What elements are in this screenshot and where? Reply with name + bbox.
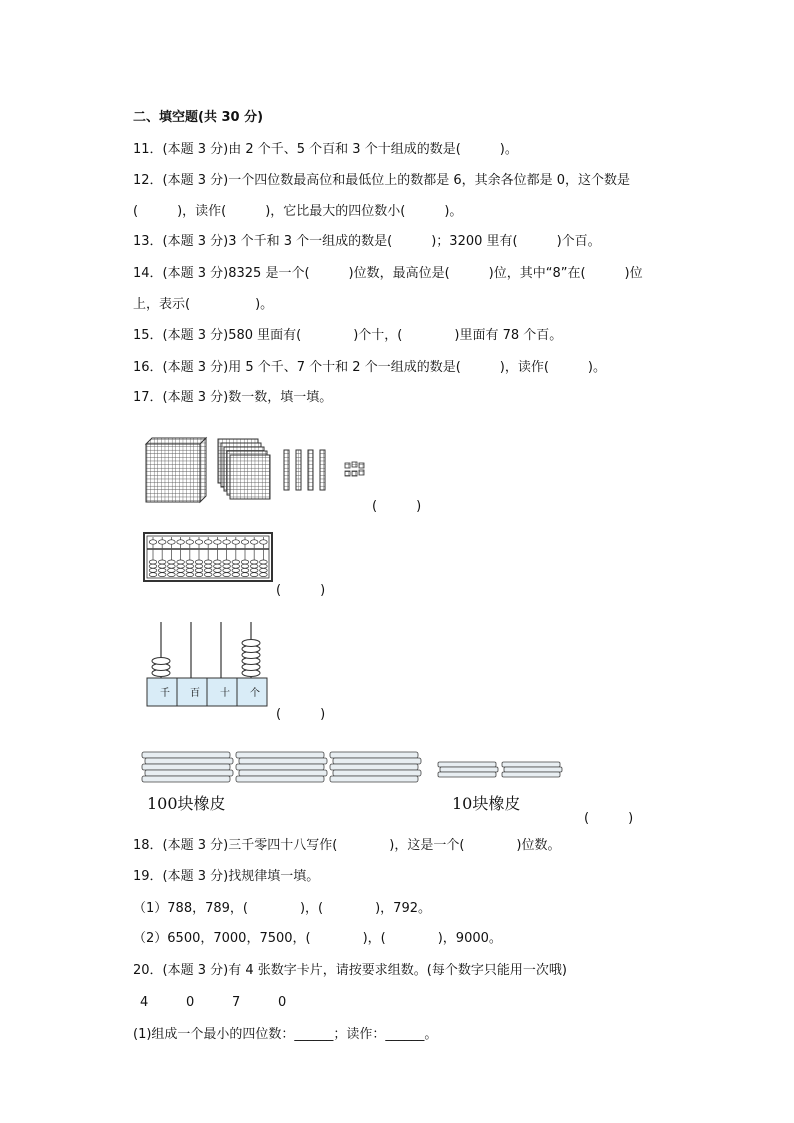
question-20-part1: (1)组成一个最小的四位数：______；读作：______。 xyxy=(133,1027,438,1042)
eraser-bundles-figure xyxy=(142,750,572,786)
question-16: 16．(本题 3 分)用 5 个千、7 个十和 2 个一组成的数是( )，读作( )。 xyxy=(133,360,606,375)
place-label-tens: 十 xyxy=(220,688,230,699)
eraser-caption-100: 100块橡皮 xyxy=(147,794,226,813)
digit-card-1: 4 xyxy=(140,995,149,1010)
thousand-cube-icon xyxy=(146,438,206,502)
place-label-thousands: 千 xyxy=(160,688,170,699)
hundred-flats-icon xyxy=(218,439,270,499)
question-12-line2: ( )，读作( )，它比最大的四位数小( )。 xyxy=(133,204,463,219)
question-19: 19．(本题 3 分)找规律填一填。 xyxy=(133,869,320,884)
answer-blank-counting-frame[interactable]: ( ) xyxy=(276,707,326,722)
question-15: 15．(本题 3 分)580 里面有( )个十，( )里面有 78 个百。 xyxy=(133,328,563,343)
question-11: 11．(本题 3 分)由 2 个千、5 个百和 3 个十组成的数是( )。 xyxy=(133,142,518,157)
eraser-caption-10: 10块橡皮 xyxy=(452,794,521,813)
digit-card-3: 7 xyxy=(232,995,241,1010)
unit-cubes-icon xyxy=(345,462,364,476)
digit-card-4: 0 xyxy=(278,995,287,1010)
question-14-line1: 14．(本题 3 分)8325 是一个( )位数，最高位是( )位，其中“8”在( )位 xyxy=(133,266,643,281)
answer-blank-blocks[interactable]: ( ) xyxy=(372,499,422,514)
place-label-ones: 个 xyxy=(250,688,260,699)
question-19-part2: （2）6500，7000，7500，( )，( )，9000。 xyxy=(133,931,502,946)
digit-card-2: 0 xyxy=(186,995,195,1010)
base-ten-blocks-figure xyxy=(140,436,380,506)
answer-blank-erasers[interactable]: ( ) xyxy=(584,811,634,826)
question-20: 20．(本题 3 分)有 4 张数字卡片，请按要求组数。(每个数字只能用一次哦) xyxy=(133,963,567,978)
question-17: 17．(本题 3 分)数一数，填一填。 xyxy=(133,390,333,405)
answer-blank-abacus[interactable]: ( ) xyxy=(276,583,326,598)
place-label-hundreds: 百 xyxy=(190,688,200,699)
abacus-figure xyxy=(143,532,273,582)
question-19-part1: （1）788，789，( )，( )，792。 xyxy=(133,901,431,916)
question-13: 13．(本题 3 分)3 个千和 3 个一组成的数是( )；3200 里有( )个百。 xyxy=(133,234,601,249)
question-18: 18．(本题 3 分)三千零四十八写作( )，这是一个( )位数。 xyxy=(133,838,561,853)
question-12-line1: 12．(本题 3 分)一个四位数最高位和最低位上的数都是 6，其余各位都是 0，这个数是 xyxy=(133,173,631,188)
ten-rods-icon xyxy=(284,450,325,490)
section-title: 二、填空题(共 30 分) xyxy=(133,110,264,125)
question-14-line2: 上，表示( )。 xyxy=(133,297,274,312)
